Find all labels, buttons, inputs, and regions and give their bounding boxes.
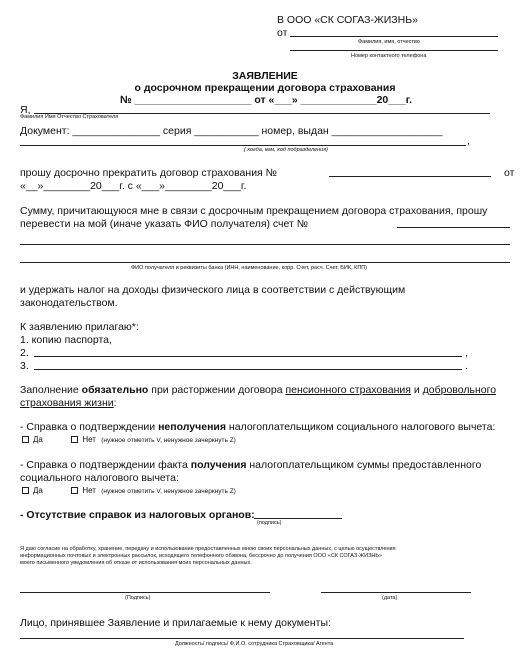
request-line-1: прошу досрочно прекратить договор страхования № <box>20 167 277 179</box>
addressee: В ООО «СК СОГАЗ-ЖИЗНЬ» <box>277 14 418 26</box>
bank-details-field-2[interactable] <box>20 262 510 263</box>
fio-caption: Фамилия, имя, отчество <box>358 39 420 45</box>
mandatory-colon: : <box>113 397 117 409</box>
cert1-no-checkbox[interactable] <box>71 436 78 443</box>
attachment-field-2[interactable] <box>34 356 462 357</box>
request-line-2: «__»________20___г. с «___»________20___г. <box>20 180 247 192</box>
pension-insurance: пенсионного страхования <box>285 384 411 396</box>
phone-caption: Номер контактного телефона <box>351 53 427 59</box>
attachment-item-1: 1. копию паспорта, <box>20 334 112 346</box>
date-field[interactable] <box>321 592 471 593</box>
tax-line-2: законодательством. <box>20 297 118 309</box>
account-number-field[interactable] <box>397 227 510 228</box>
cert2-hint: (нужное отметить V, ненужное зачеркнуть Z) <box>101 488 236 495</box>
document-comma: , <box>467 135 470 147</box>
absence-signature-field[interactable] <box>254 518 342 519</box>
receiver-caption: Должность/ подпись/ Ф.И.О. сотрудника Страховщика/ Агента <box>175 641 334 647</box>
from-name-field[interactable] <box>290 36 498 37</box>
document-line: Документ: _______________ серия ___________ номер, выдан ___________________ <box>20 125 443 137</box>
attachment-period: . <box>465 360 468 372</box>
cert1-pre: - Справка о подтверждении <box>20 421 159 433</box>
cert1-bold: неполучения <box>158 421 227 433</box>
receiver-field[interactable] <box>20 638 464 639</box>
cert2-bold: получения <box>190 459 247 471</box>
consent-line-1: Я даю согласие на обработку, хранение, передачу и использование предоставленных мною своих персональных данных, с целью осуществления <box>20 546 396 552</box>
certificate-2-line-2: социального налогового вычета: <box>20 472 179 484</box>
from-label: от <box>277 27 288 39</box>
cert2-no-label: Нет <box>82 486 96 495</box>
policy-number-field[interactable] <box>329 176 491 177</box>
issued-by-field[interactable] <box>20 145 466 146</box>
attachment-comma: , <box>465 347 468 359</box>
cert2-post: налогоплательщиком суммы предоставленного <box>246 459 482 471</box>
cert1-yes-label: Да <box>33 435 43 444</box>
signature-field[interactable] <box>20 592 270 593</box>
cert1-no-label: Нет <box>82 435 96 444</box>
attachment-field-3[interactable] <box>34 369 462 370</box>
signature-caption: (Подпись) <box>125 595 151 601</box>
issued-caption: ( когда, кем, код подразделения) <box>244 147 329 153</box>
receiver-line: Лицо, принявшее Заявление и прилагаемые к нему документы: <box>20 617 331 629</box>
mandatory-mid: при расторжении договора <box>148 384 286 396</box>
consent-line-3: моего письменного уведомления об отказе от использования моих персональных данных. <box>20 560 252 566</box>
mandatory-line-2 <box>20 397 117 409</box>
cert2-options <box>22 486 236 496</box>
life-insurance: страхования жизни <box>20 397 114 409</box>
document-subtitle: о досрочном прекращении договора страхования <box>134 82 396 94</box>
transfer-line-1: Сумму, причитающуюся мне в связи с досрочным прекращением договора страхования, прошу <box>20 205 488 217</box>
cert1-post: налогоплательщиком социального налогового вычета: <box>226 421 496 433</box>
bank-caption: ФИО получателя и реквизиты банка (ИНН, наименование, корр. Счет, расч. Счет, БИК, КПП) <box>131 265 368 271</box>
mandatory-and: и <box>410 384 423 396</box>
attachments-heading: К заявлению прилагаю*: <box>20 321 139 333</box>
attachment-item-2: 2. <box>20 347 29 359</box>
tax-line-1: и удержать налог на доходы физического лица в соответствии с действующим <box>20 284 406 296</box>
consent-line-2: информационных почтовых и электронных рассылок, исходящего телефонного обзвона, бессрочно до получения ООО «СК СОГАЗ-ЖИЗНЬ» <box>20 553 383 559</box>
ya-label: Я, <box>20 104 31 116</box>
transfer-line-2: перевести на мой (иначе указать ФИО получателя) счет № <box>20 218 309 230</box>
voluntary-insurance: добровольного <box>422 384 497 396</box>
bank-details-field-1[interactable] <box>20 244 510 245</box>
contract-number-line: № ____________________ от «___» _____________20___г. <box>120 94 413 106</box>
request-from: от <box>504 167 515 179</box>
certificate-2-line <box>20 459 481 471</box>
absence-sign-caption: (подпись) <box>257 520 282 526</box>
mandatory-pre: Заполнение <box>20 384 82 396</box>
mandatory-line-1 <box>20 384 496 396</box>
document-title: ЗАЯВЛЕНИЕ <box>232 70 298 82</box>
attachment-item-3: 3. <box>20 360 29 372</box>
cert1-options <box>22 435 236 445</box>
cert2-yes-checkbox[interactable] <box>22 487 29 494</box>
applicant-fio-caption: Фамилия Имя Отчество Страхователя <box>20 114 119 120</box>
certificate-1-line <box>20 421 495 433</box>
date-caption: (дата) <box>382 595 398 601</box>
cert1-hint: (нужное отметить V, ненужное зачеркнуть Z) <box>101 437 236 444</box>
cert2-no-checkbox[interactable] <box>71 487 78 494</box>
cert2-pre: - Справка о подтверждении факта <box>20 459 191 471</box>
phone-field[interactable] <box>290 50 498 51</box>
cert1-yes-checkbox[interactable] <box>22 436 29 443</box>
absence-line: - Отсутствие справок из налоговых органов: <box>20 509 255 521</box>
mandatory-bold: обязательно <box>81 384 149 396</box>
cert2-yes-label: Да <box>33 486 43 495</box>
